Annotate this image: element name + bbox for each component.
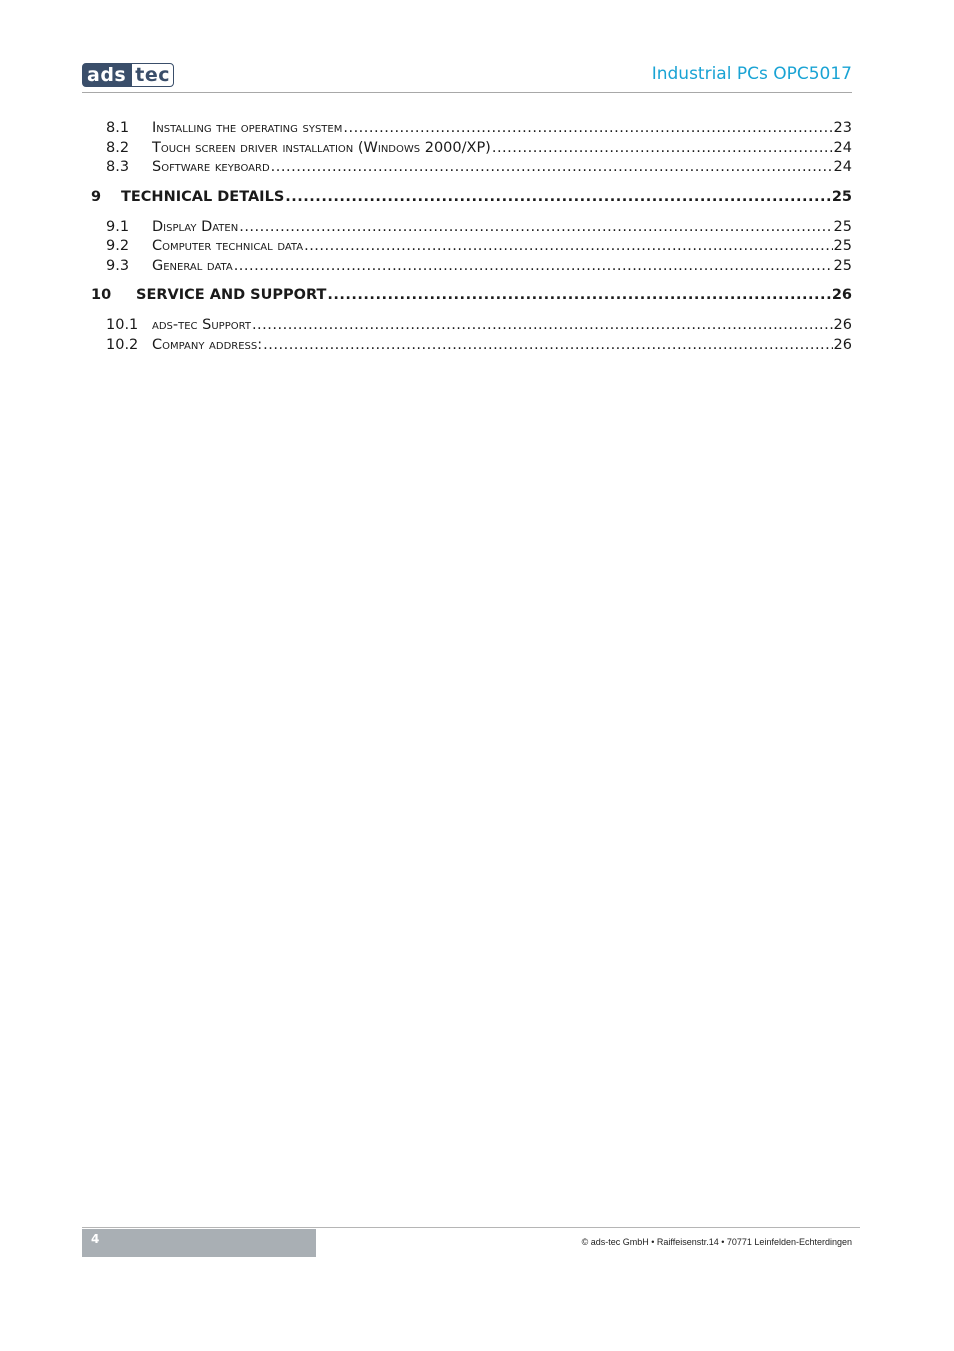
toc-entry-10-1[interactable]	[82, 317, 852, 337]
toc-entry-8-3[interactable]	[82, 159, 852, 179]
toc-page: 26	[833, 336, 852, 353]
footer-page-box	[82, 1229, 316, 1257]
toc-number: 9	[91, 188, 102, 205]
toc-leader	[252, 317, 833, 333]
toc-leader	[492, 140, 833, 156]
toc-page: 24	[833, 159, 852, 175]
toc-number: 8.1	[106, 120, 130, 136]
logo-ads: ads	[82, 63, 131, 87]
toc-page: 23	[833, 120, 852, 136]
footer-divider	[82, 1227, 860, 1228]
toc-title: Software keyboard	[152, 159, 270, 175]
toc-number: 8.2	[106, 139, 130, 156]
toc-leader	[239, 219, 832, 235]
toc-leader	[271, 159, 833, 175]
toc-title: Computer technical data	[152, 238, 304, 254]
toc-leader	[234, 258, 833, 274]
toc-entry-8-2[interactable]	[82, 140, 852, 160]
toc-title: Touch screen driver installation (Windows 2000/XP)	[152, 139, 491, 156]
footer-address: © ads-tec GmbH • Raiffeisenstr.14 • 70771 Leinfelden-Echterdingen	[581, 1237, 852, 1247]
toc-entry-8-1[interactable]	[82, 120, 852, 140]
toc-number: 10.2	[106, 336, 139, 353]
toc-entry-9-3[interactable]	[82, 258, 852, 278]
toc-title: TECHNICAL DETAILS	[121, 188, 285, 205]
toc-chapter-9[interactable]	[82, 189, 852, 211]
toc-entry-9-2[interactable]	[82, 238, 852, 258]
logo-tec: tec	[131, 63, 174, 87]
toc-title: General data	[152, 257, 233, 274]
toc-number: 10	[91, 287, 112, 303]
page-number: 4	[91, 1232, 100, 1246]
toc-page: 24	[833, 139, 852, 156]
header-divider	[82, 92, 852, 93]
toc-page: 26	[831, 287, 852, 303]
toc-title: Display Daten	[152, 218, 239, 235]
toc-entry-9-1[interactable]	[82, 219, 852, 239]
toc-page: 25	[833, 257, 852, 274]
toc-chapter-10[interactable]	[82, 287, 852, 309]
toc-page: 26	[833, 317, 852, 333]
toc-page: 25	[833, 238, 852, 254]
toc-number: 9.3	[106, 257, 130, 274]
toc-page: 25	[833, 218, 852, 235]
toc-title: Installing the operating system	[152, 120, 343, 136]
toc-title: ads-tec Support	[152, 317, 251, 333]
toc-leader	[285, 189, 831, 205]
toc-leader	[327, 287, 830, 303]
toc-number: 9.2	[106, 238, 130, 254]
toc-title: SERVICE AND SUPPORT	[136, 287, 327, 303]
toc-entry-10-2[interactable]	[82, 337, 852, 357]
toc-number: 10.1	[106, 317, 139, 333]
toc-leader	[263, 337, 832, 353]
toc-leader	[304, 238, 832, 254]
toc-page: 25	[831, 188, 852, 205]
toc-number: 8.3	[106, 159, 130, 175]
toc-number: 9.1	[106, 218, 130, 235]
toc-title: Company address:	[152, 336, 263, 353]
company-logo	[82, 63, 174, 87]
document-title: Industrial PCs OPC5017	[651, 64, 852, 84]
table-of-contents	[82, 120, 852, 356]
toc-leader	[343, 120, 832, 136]
